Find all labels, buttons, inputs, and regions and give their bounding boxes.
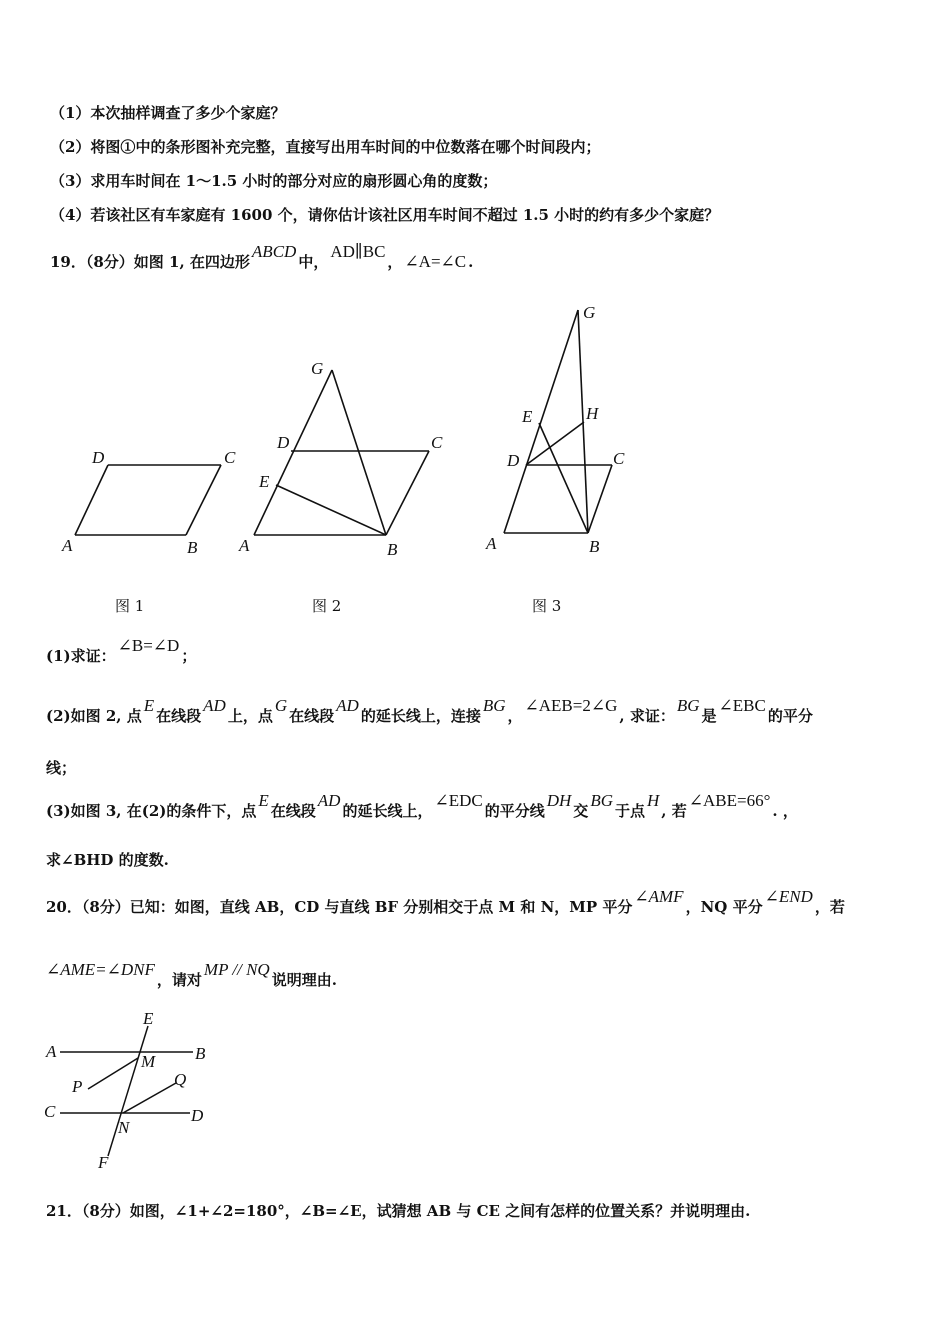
- q20-label-n: N: [118, 1118, 130, 1137]
- fig2-label-e: E: [259, 472, 270, 491]
- fig2-label-d: D: [277, 433, 290, 452]
- q18-item-3: （3）求用车时间在 1～1.5 小时的部分对应的扇形圆心角的度数；: [50, 172, 498, 190]
- caption-fig-3: 图 3: [532, 597, 562, 615]
- q20-label-e: E: [143, 1009, 154, 1028]
- q20-label-d: D: [191, 1106, 204, 1125]
- q19-quad: ABCD: [251, 242, 297, 261]
- fig3-label-c: C: [613, 449, 625, 468]
- fig3-label-h: H: [586, 404, 599, 423]
- q20-label-p: P: [72, 1077, 83, 1096]
- q20-label-c: C: [44, 1102, 56, 1121]
- fig2-label-b: B: [387, 540, 398, 559]
- q20-label-m: M: [141, 1052, 156, 1071]
- q19-part-3-cont: 求∠BHD 的度数.: [46, 851, 169, 869]
- fig3-label-g: G: [583, 303, 596, 322]
- q19-part-1: (1)求证：∠B=∠D；: [46, 636, 197, 665]
- fig3-label-d: D: [507, 451, 520, 470]
- fig2-label-g: G: [311, 359, 324, 378]
- figure-1: [75, 465, 221, 535]
- caption-fig-1: 图 1: [115, 597, 145, 615]
- q18-item-2: （2）将图①中的条形图补充完整，直接写出用车时间的中位数落在哪个时间段内；: [50, 138, 601, 156]
- q19-part-2: (2)如图 2, 点E在线段AD上，点G在线段AD的延长线上，连接BG，∠AEB=2∠G, 求证：BG是∠EBC的平分: [46, 696, 813, 725]
- q20-stem: 20．（8分）已知：如图，直线 AB，CD 与直线 BF 分别相交于点 M 和 N，MP 平分∠AMF，NQ 平分∠END，若: [46, 887, 845, 916]
- fig3-label-a: A: [486, 534, 497, 553]
- fig3-label-e: E: [522, 407, 533, 426]
- fig1-label-b: B: [187, 538, 198, 557]
- fig2-label-a: A: [239, 536, 250, 555]
- q19-angle-eq: ∠A=∠C: [404, 252, 467, 271]
- q19-part-3: (3)如图 3, 在(2)的条件下，点E在线段AD的延长线上，∠EDC的平分线DH交BG于点H, 若∠ABE=66°. ，: [46, 791, 798, 820]
- q20-label-f: F: [98, 1153, 109, 1172]
- fig1-label-a: A: [62, 536, 73, 555]
- q18-item-1: （1）本次抽样调查了多少个家庭？: [50, 104, 286, 122]
- caption-fig-2: 图 2: [312, 597, 342, 615]
- q21-stem: 21．（8分）如图，∠1+∠2=180°，∠B=∠E，试猜想 AB 与 CE 之间有怎样的位置关系？并说明理由.: [46, 1202, 751, 1220]
- q18-item-4: （4）若该社区有车家庭有 1600 个，请你估计该社区用车时间不超过 1.5 小时的约有多少个家庭？: [50, 206, 720, 224]
- fig1-label-d: D: [92, 448, 105, 467]
- fig2-label-c: C: [431, 433, 443, 452]
- fig1-label-c: C: [224, 448, 236, 467]
- q19-stem: 19．（8分）如图 1, 在四边形ABCD中，AD∥BC， ∠A=∠C .: [50, 242, 474, 271]
- q20-label-a: A: [46, 1042, 57, 1061]
- fig3-label-b: B: [589, 537, 600, 556]
- q20-label-b: B: [195, 1044, 206, 1063]
- figure-2: [254, 370, 429, 535]
- q19-parallel: AD∥BC: [330, 242, 386, 261]
- q20-label-q: Q: [174, 1070, 187, 1089]
- q19-part-2-cont: 线；: [46, 759, 77, 777]
- q20-stem-cont: ∠AME=∠DNF，请对MP // NQ说明理由.: [46, 960, 337, 989]
